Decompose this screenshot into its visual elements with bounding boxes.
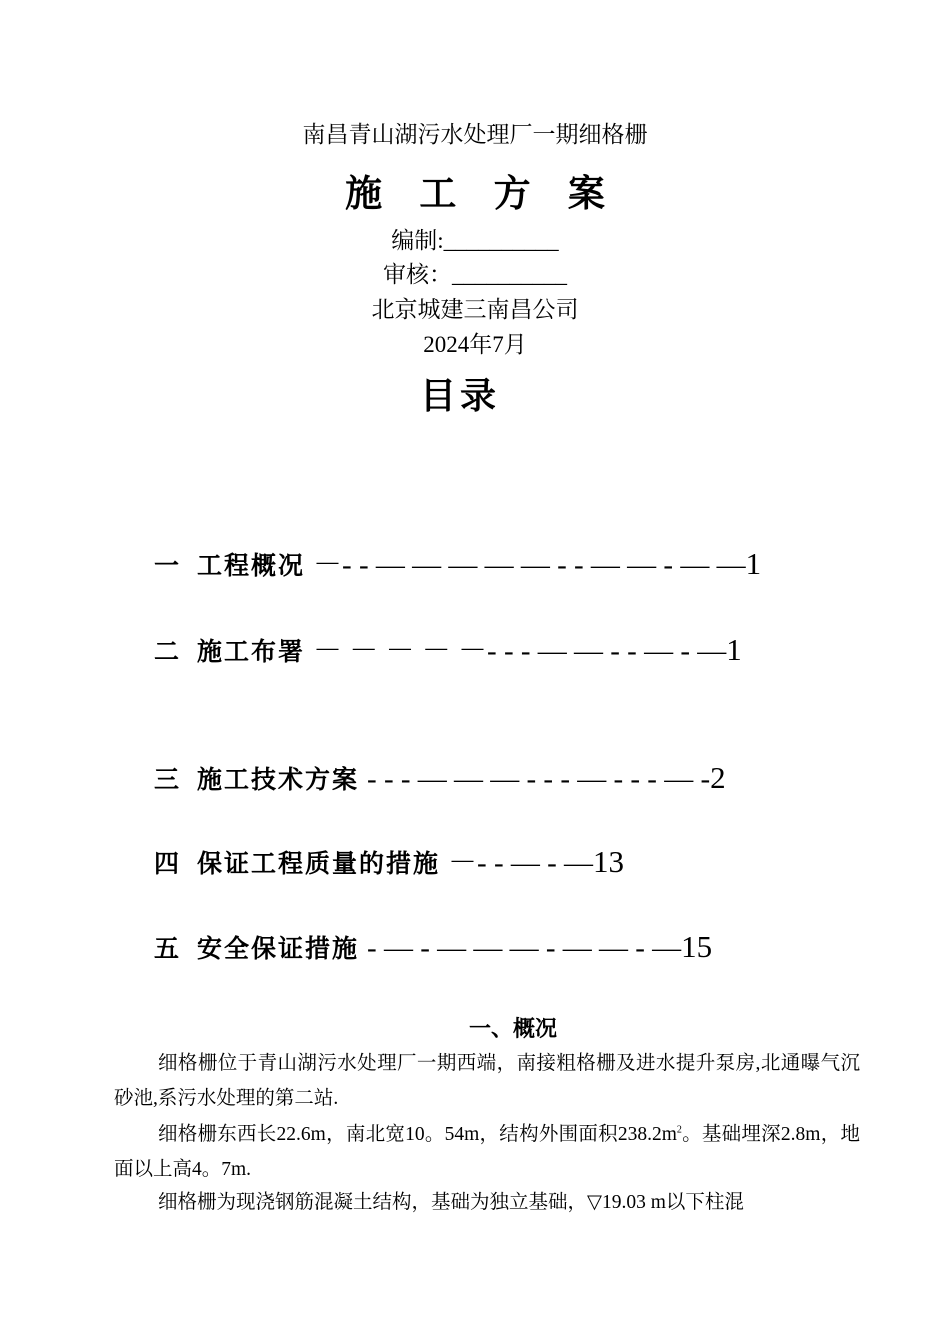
paragraph-structure: 细格栅为现浇钢筋混凝土结构，基础为独立基础，▽19.03 m以下柱混: [158, 1192, 744, 1213]
toc-entry-page: 1: [745, 546, 762, 581]
paragraph-text: 。基础埋深2.8m，地面以上高4。7m.: [114, 1124, 860, 1180]
toc-entry-label: 安全保证措施: [197, 934, 360, 963]
toc-entry-leader: - — - — — — - — — - —: [367, 932, 682, 964]
toc-entry-quality-measures[interactable]: [114, 842, 860, 884]
reviewer-line: 审核：__________: [383, 262, 567, 287]
toc-entry-number: 五: [154, 934, 180, 963]
toc-entry-label: 工程概况: [197, 551, 306, 580]
toc-entry-leader: －- - — — — — — - - — — - — —: [313, 549, 746, 581]
toc-entry-page: 13: [593, 844, 625, 879]
toc-entry-overview[interactable]: [114, 544, 860, 586]
toc-entry-number: 一: [154, 551, 180, 580]
toc-entry-number: 二: [154, 637, 180, 666]
superscript-exponent: 2: [676, 1124, 682, 1136]
project-subtitle: 南昌青山湖污水处理厂一期细格栅: [302, 122, 648, 147]
paragraph-location: 细格栅位于青山湖污水处理厂一期西端，南接粗格栅及进水提升泵房,北通曝气沉砂池,系污水处理的第二站.: [114, 1053, 860, 1109]
paragraph-text: 细格栅东西长22.6m，南北宽10。54m，结构外围面积238.2m: [158, 1124, 677, 1145]
toc-entry-technical-plan[interactable]: [114, 758, 860, 800]
toc-entry-deployment[interactable]: [114, 630, 860, 672]
toc-entry-page: 15: [681, 929, 713, 964]
paragraph-dimensions: [114, 1117, 860, 1187]
toc-entry-safety-measures[interactable]: [114, 927, 860, 969]
toc-entry-page: 2: [710, 760, 726, 795]
toc-entry-page: 1: [726, 632, 742, 667]
toc-entry-number: 四: [154, 849, 180, 878]
toc-entry-label: 保证工程质量的措施: [197, 849, 441, 878]
section-heading-overview: 一、概况: [468, 1017, 557, 1042]
toc-entry-leader: － － － － －- - - — — - - — - —: [313, 635, 727, 667]
document-date: 2024年7月: [423, 332, 527, 357]
toc-entry-number: 三: [154, 765, 180, 794]
toc-entry-label: 施工技术方案: [197, 765, 360, 794]
compiler-line: 编制:__________: [391, 228, 559, 253]
toc-entry-leader: - - - — — — - - - — - - - — -: [367, 763, 711, 795]
toc-heading: 目录: [419, 376, 500, 417]
company-name: 北京城建三南昌公司: [371, 297, 579, 322]
document-title: 施 工 方 案: [345, 174, 619, 215]
toc-entry-label: 施工布署: [197, 637, 306, 666]
toc-entry-leader: －- - — - —: [448, 847, 594, 879]
